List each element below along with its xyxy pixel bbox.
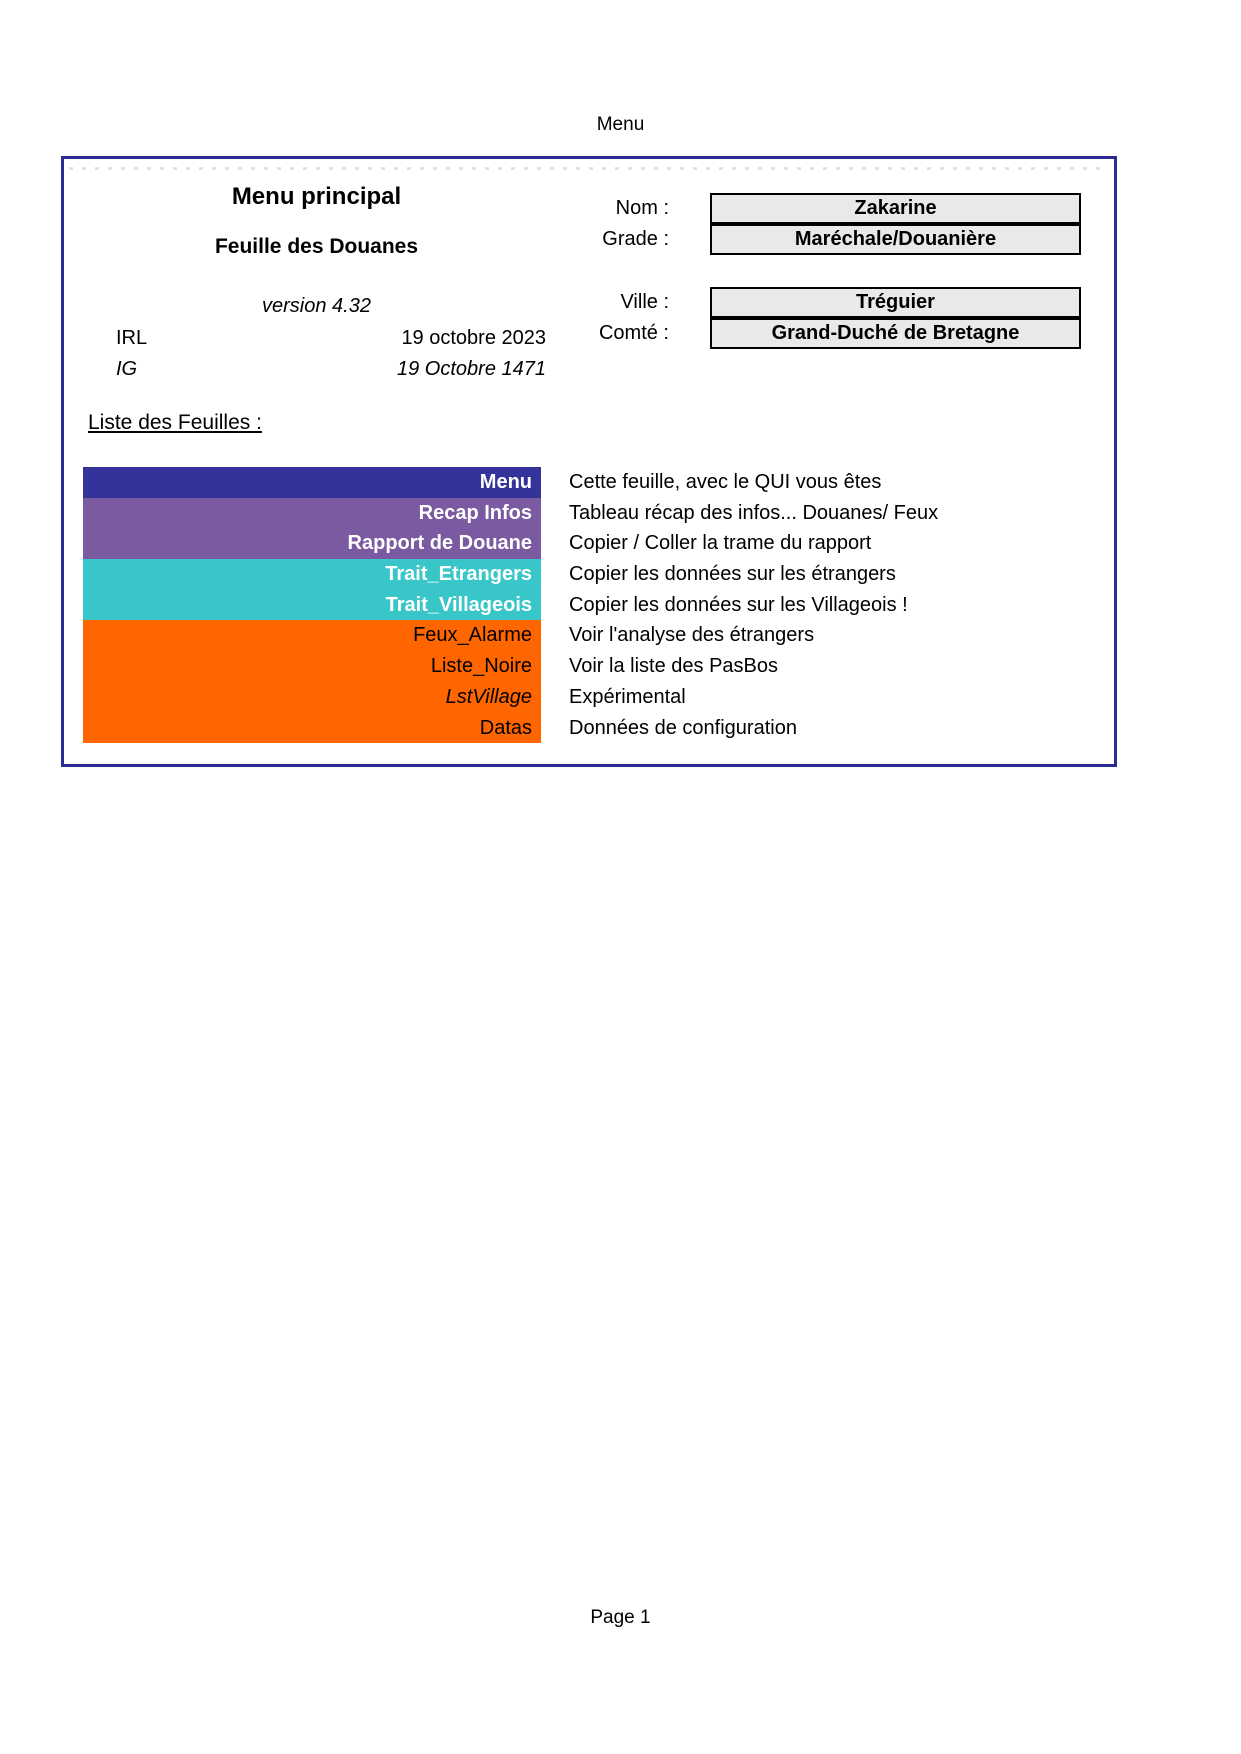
sheet-name-cell[interactable]: Trait_Etrangers: [83, 559, 541, 590]
sheet-name-cell[interactable]: Recap Infos: [83, 498, 541, 529]
sheet-description: Voir l'analyse des étrangers: [569, 624, 815, 647]
sheet-list-heading: Liste des Feuilles :: [88, 411, 262, 434]
field-label: Grade :: [602, 228, 669, 250]
field-label: Comté :: [598, 322, 669, 344]
sheet-description: Tableau récap des infos... Douanes/ Feux: [569, 501, 939, 524]
sheet-name-cell[interactable]: Liste_Noire: [83, 651, 541, 682]
sheet-name-cell[interactable]: Rapport de Douane: [83, 528, 541, 559]
sheet-description: Expérimental: [569, 685, 686, 708]
sheet-name-cell[interactable]: Feux_Alarme: [83, 620, 541, 651]
date-row: [116, 354, 546, 385]
date-row: [116, 323, 546, 354]
panel-title: Menu principal: [231, 183, 402, 210]
sheet-row: [83, 620, 938, 651]
page-number: Page 1: [590, 1607, 651, 1628]
sheet-row: [83, 682, 938, 713]
date-context-label: IRL: [116, 327, 148, 349]
sheet-description: Données de configuration: [569, 716, 797, 739]
field-value-box[interactable]: Maréchale/Douanière: [710, 224, 1081, 255]
panel-subtitle: Feuille des Douanes: [214, 235, 419, 258]
sheet-name-cell[interactable]: Trait_Villageois: [83, 590, 541, 621]
sheet-name-cell[interactable]: Datas: [83, 713, 541, 744]
field-label: Nom :: [615, 197, 669, 219]
date-context-label: IG: [116, 358, 138, 380]
page-header-title: Menu: [596, 114, 645, 135]
dates-block: [116, 323, 546, 385]
date-value: 19 octobre 2023: [401, 327, 546, 349]
version-label: version 4.32: [262, 295, 371, 317]
field-value-box[interactable]: Grand-Duché de Bretagne: [710, 318, 1081, 349]
decorative-dotted-line: [69, 167, 1109, 170]
sheet-row: [83, 467, 938, 498]
sheet-row: [83, 528, 938, 559]
sheet-row: [83, 559, 938, 590]
sheet-name-cell[interactable]: LstVillage: [83, 682, 541, 713]
sheet-row: [83, 651, 938, 682]
sheet-description: Copier les données sur les Villageois !: [569, 593, 908, 616]
field-label: Ville :: [620, 291, 669, 313]
sheet-list: [83, 467, 938, 743]
menu-panel: [61, 156, 1117, 767]
sheet-description: Copier / Coller la trame du rapport: [569, 532, 872, 555]
sheet-row: [83, 713, 938, 744]
sheet-description: Cette feuille, avec le QUI vous êtes: [569, 471, 882, 493]
date-value: 19 Octobre 1471: [397, 358, 546, 380]
sheet-description: Copier les données sur les étrangers: [569, 563, 896, 586]
field-value-box[interactable]: Tréguier: [710, 287, 1081, 318]
sheet-row: [83, 590, 938, 621]
sheet-row: [83, 498, 938, 529]
field-value-box[interactable]: Zakarine: [710, 193, 1081, 224]
sheet-name-cell[interactable]: Menu: [83, 467, 541, 498]
sheet-description: Voir la liste des PasBos: [569, 655, 778, 678]
